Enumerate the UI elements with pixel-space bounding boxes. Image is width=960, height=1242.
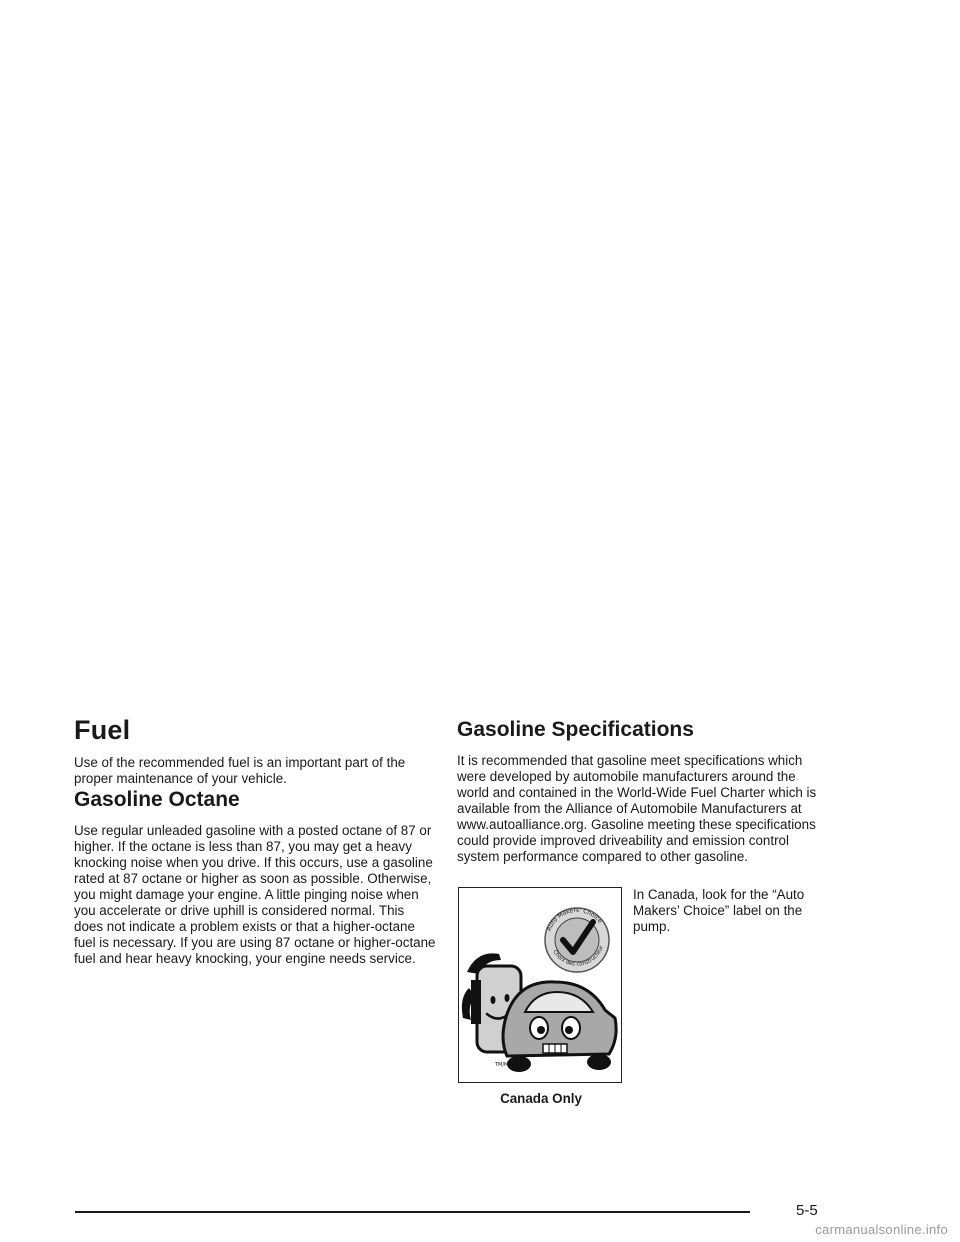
canada-figure-row — [457, 887, 817, 1137]
fuel-intro-text: Use of the recommended fuel is an important part of the proper maintenance of your vehicle. — [74, 755, 406, 786]
gasoline-octane-text: Use regular unleaded gasoline with a posted octane of 87 or higher. If the octane is less than 87, you may get a heavy knocking noise when you drive. If this occurs, use a gasoline rated at 87 octane or higher as soon as possible. Otherwise, you might damage your engine. A little pinging noise when you accelerate or drive uphill is considered normal. This does not indicate a problem exists or that a higher-octane fuel is necessary. If you are using 87 octane or higher-octane fuel and hear heavy knocking, your engine needs service. — [74, 823, 436, 966]
fuel-heading: Fuel — [74, 715, 131, 745]
figure-caption: Canada Only — [500, 1091, 582, 1106]
svg-text:TM/MC: TM/MC — [495, 1062, 512, 1068]
gasoline-specifications-text: It is recommended that gasoline meet specifications which were developed by automobile manufacturers around the world and contained in the World-Wide Fuel Charter which is available from the Alliance of Automobile Manufacturers at www.autoalliance.org. Gasoline meeting these specifications could provide improved driveability and emission control system performance compared to other gasoline. — [457, 753, 817, 864]
svg-text:Choix des constructeurs: Choix des constructeur — [551, 945, 605, 968]
left-column — [74, 715, 436, 967]
svg-text:Auto Makers' Choice: Auto Makers' Choice — [545, 906, 604, 933]
page-number: 5-5 — [796, 1202, 818, 1219]
canada-note-text: In Canada, look for the “Auto Makers’ Choice” label on the pump. — [633, 887, 805, 934]
watermark: carmanualsonline.info — [815, 1222, 948, 1237]
footer-rule — [75, 1211, 750, 1213]
auto-makers-choice-logo-icon — [459, 888, 621, 1082]
gasoline-octane-heading: Gasoline Octane — [74, 788, 240, 811]
auto-makers-choice-illustration — [458, 887, 622, 1083]
right-column — [457, 717, 817, 1137]
gasoline-specifications-heading: Gasoline Specifications — [457, 718, 694, 741]
